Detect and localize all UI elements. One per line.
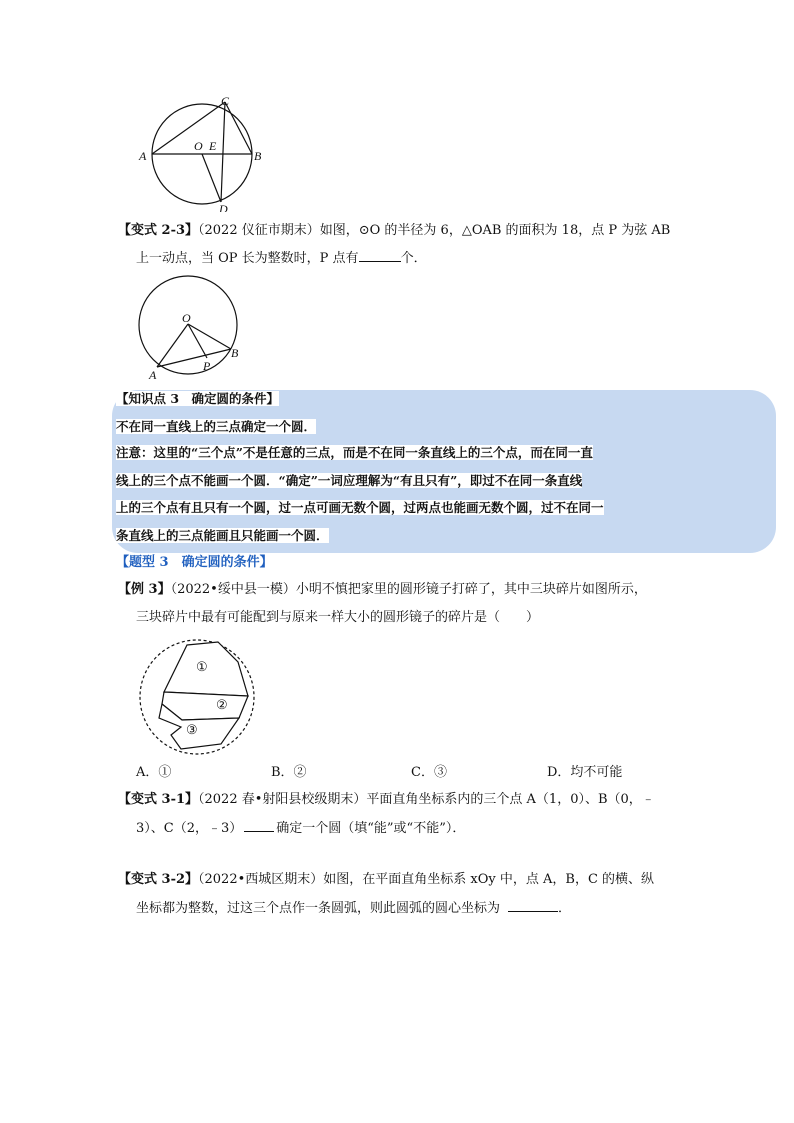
variant-3-1-tag: 【变式 3-1】 xyxy=(118,792,199,807)
label-b: B xyxy=(254,149,262,163)
answer-blank[interactable] xyxy=(508,899,558,912)
label-c: C xyxy=(221,94,230,108)
answer-blank[interactable] xyxy=(244,819,274,832)
knowledge-rule: 不在同一直线上的三点确定一个圆． xyxy=(116,419,317,434)
example-3-line2: 三块碎片中最有可能配到与原来一样大小的圆形镜子的碎片是（ ） xyxy=(136,610,540,625)
knowledge-title: 【知识点 3 确定圆的条件】 xyxy=(116,391,280,406)
option-d[interactable]: D．均不可能 xyxy=(547,765,623,780)
knowledge-note-2: 线上的三个点不能画一个圆．“确定”一词应理解为“有且只有”，即过不在同一条直线 xyxy=(116,473,583,488)
example-3-tag: 【例 3】 xyxy=(118,582,171,597)
option-a[interactable]: A．① xyxy=(136,765,172,780)
variant-3-2-text1: 如图，在平面直角坐标系 xOy 中，点 A，B，C 的横、纵 xyxy=(323,872,655,887)
figure-mirror-pieces xyxy=(135,638,260,756)
segment-cb xyxy=(225,102,252,154)
label-o: O xyxy=(182,311,191,325)
figure-circle-oab xyxy=(135,272,255,384)
example-3-line1 xyxy=(118,581,647,599)
knowledge-note-1: 注意：这里的“三个点”不是任意的三点，而是不在同一条直线上的三个点，而在同一直 xyxy=(116,445,593,460)
label-a: A xyxy=(149,368,157,382)
segment-cd xyxy=(221,102,225,202)
variant-3-1-text1: 平面直角坐标系内的三个点 A（1，0）、B（0，﹣ xyxy=(366,792,655,807)
label-d: D xyxy=(219,202,228,212)
variant-3-1-text2a: 3）、C（2，﹣3） xyxy=(136,821,243,836)
example-3-source: （2022•绥中县一模） xyxy=(170,582,296,597)
variant-2-3-text2a: 上一动点，当 OP 长为整数时，P 点有 xyxy=(136,251,359,266)
option-c[interactable]: C．③ xyxy=(411,765,447,780)
type-3-title: 【题型 3 确定圆的条件】 xyxy=(116,555,273,570)
variant-3-1-line2 xyxy=(136,819,465,838)
example-3-text1: 小明不慎把家里的圆形镜子打碎了，其中三块碎片如图所示， xyxy=(295,582,647,597)
variant-3-2-line1 xyxy=(118,871,654,889)
variant-2-3-line1 xyxy=(118,222,670,240)
variant-3-2-source: （2022•西城区期末） xyxy=(198,872,324,887)
variant-3-1-text2b: 确定一个圆（填“能”或“不能”）． xyxy=(276,821,466,836)
option-b[interactable]: B．② xyxy=(271,765,307,780)
label-a: A xyxy=(139,149,147,163)
variant-3-1-line1 xyxy=(118,791,655,809)
label-p: P xyxy=(203,359,211,373)
segment-od xyxy=(202,154,221,202)
variant-2-3-line2 xyxy=(136,249,427,268)
label-o: O xyxy=(194,139,203,153)
variant-3-1-source: （2022 春•射阳县校级期末） xyxy=(198,792,367,807)
figure-circle-cd xyxy=(135,92,270,212)
variant-3-2-tag: 【变式 3-2】 xyxy=(118,872,199,887)
variant-2-3-tag: 【变式 2-3】 xyxy=(118,223,199,238)
label-b: B xyxy=(231,346,239,360)
knowledge-note-3: 上的三个点有且只有一个圆，过一点可画无数个圆，过两点也能画无数个圆，过不在同一 xyxy=(116,500,604,515)
variant-3-2-text2a: 坐标都为整数，过这三个点作一条圆弧，则此圆弧的圆心坐标为 xyxy=(136,901,501,916)
variant-2-3-source: （2022 仪征市期末） xyxy=(198,223,320,238)
variant-2-3-text2b: 个． xyxy=(400,251,427,266)
piece-2-label: ② xyxy=(216,697,228,712)
variant-2-3-text1: 如图，⊙O 的半径为 6，△OAB 的面积为 18，点 P 为弦 AB xyxy=(319,223,671,238)
piece-1-label: ① xyxy=(196,659,208,674)
knowledge-note-4: 条直线上的三点能画且只能画一个圆． xyxy=(116,528,329,543)
label-e: E xyxy=(209,139,217,153)
variant-3-2-line2 xyxy=(136,899,571,918)
variant-3-2-text2b: ． xyxy=(558,901,572,916)
piece-3-label: ③ xyxy=(186,722,198,737)
answer-blank[interactable] xyxy=(359,249,401,262)
